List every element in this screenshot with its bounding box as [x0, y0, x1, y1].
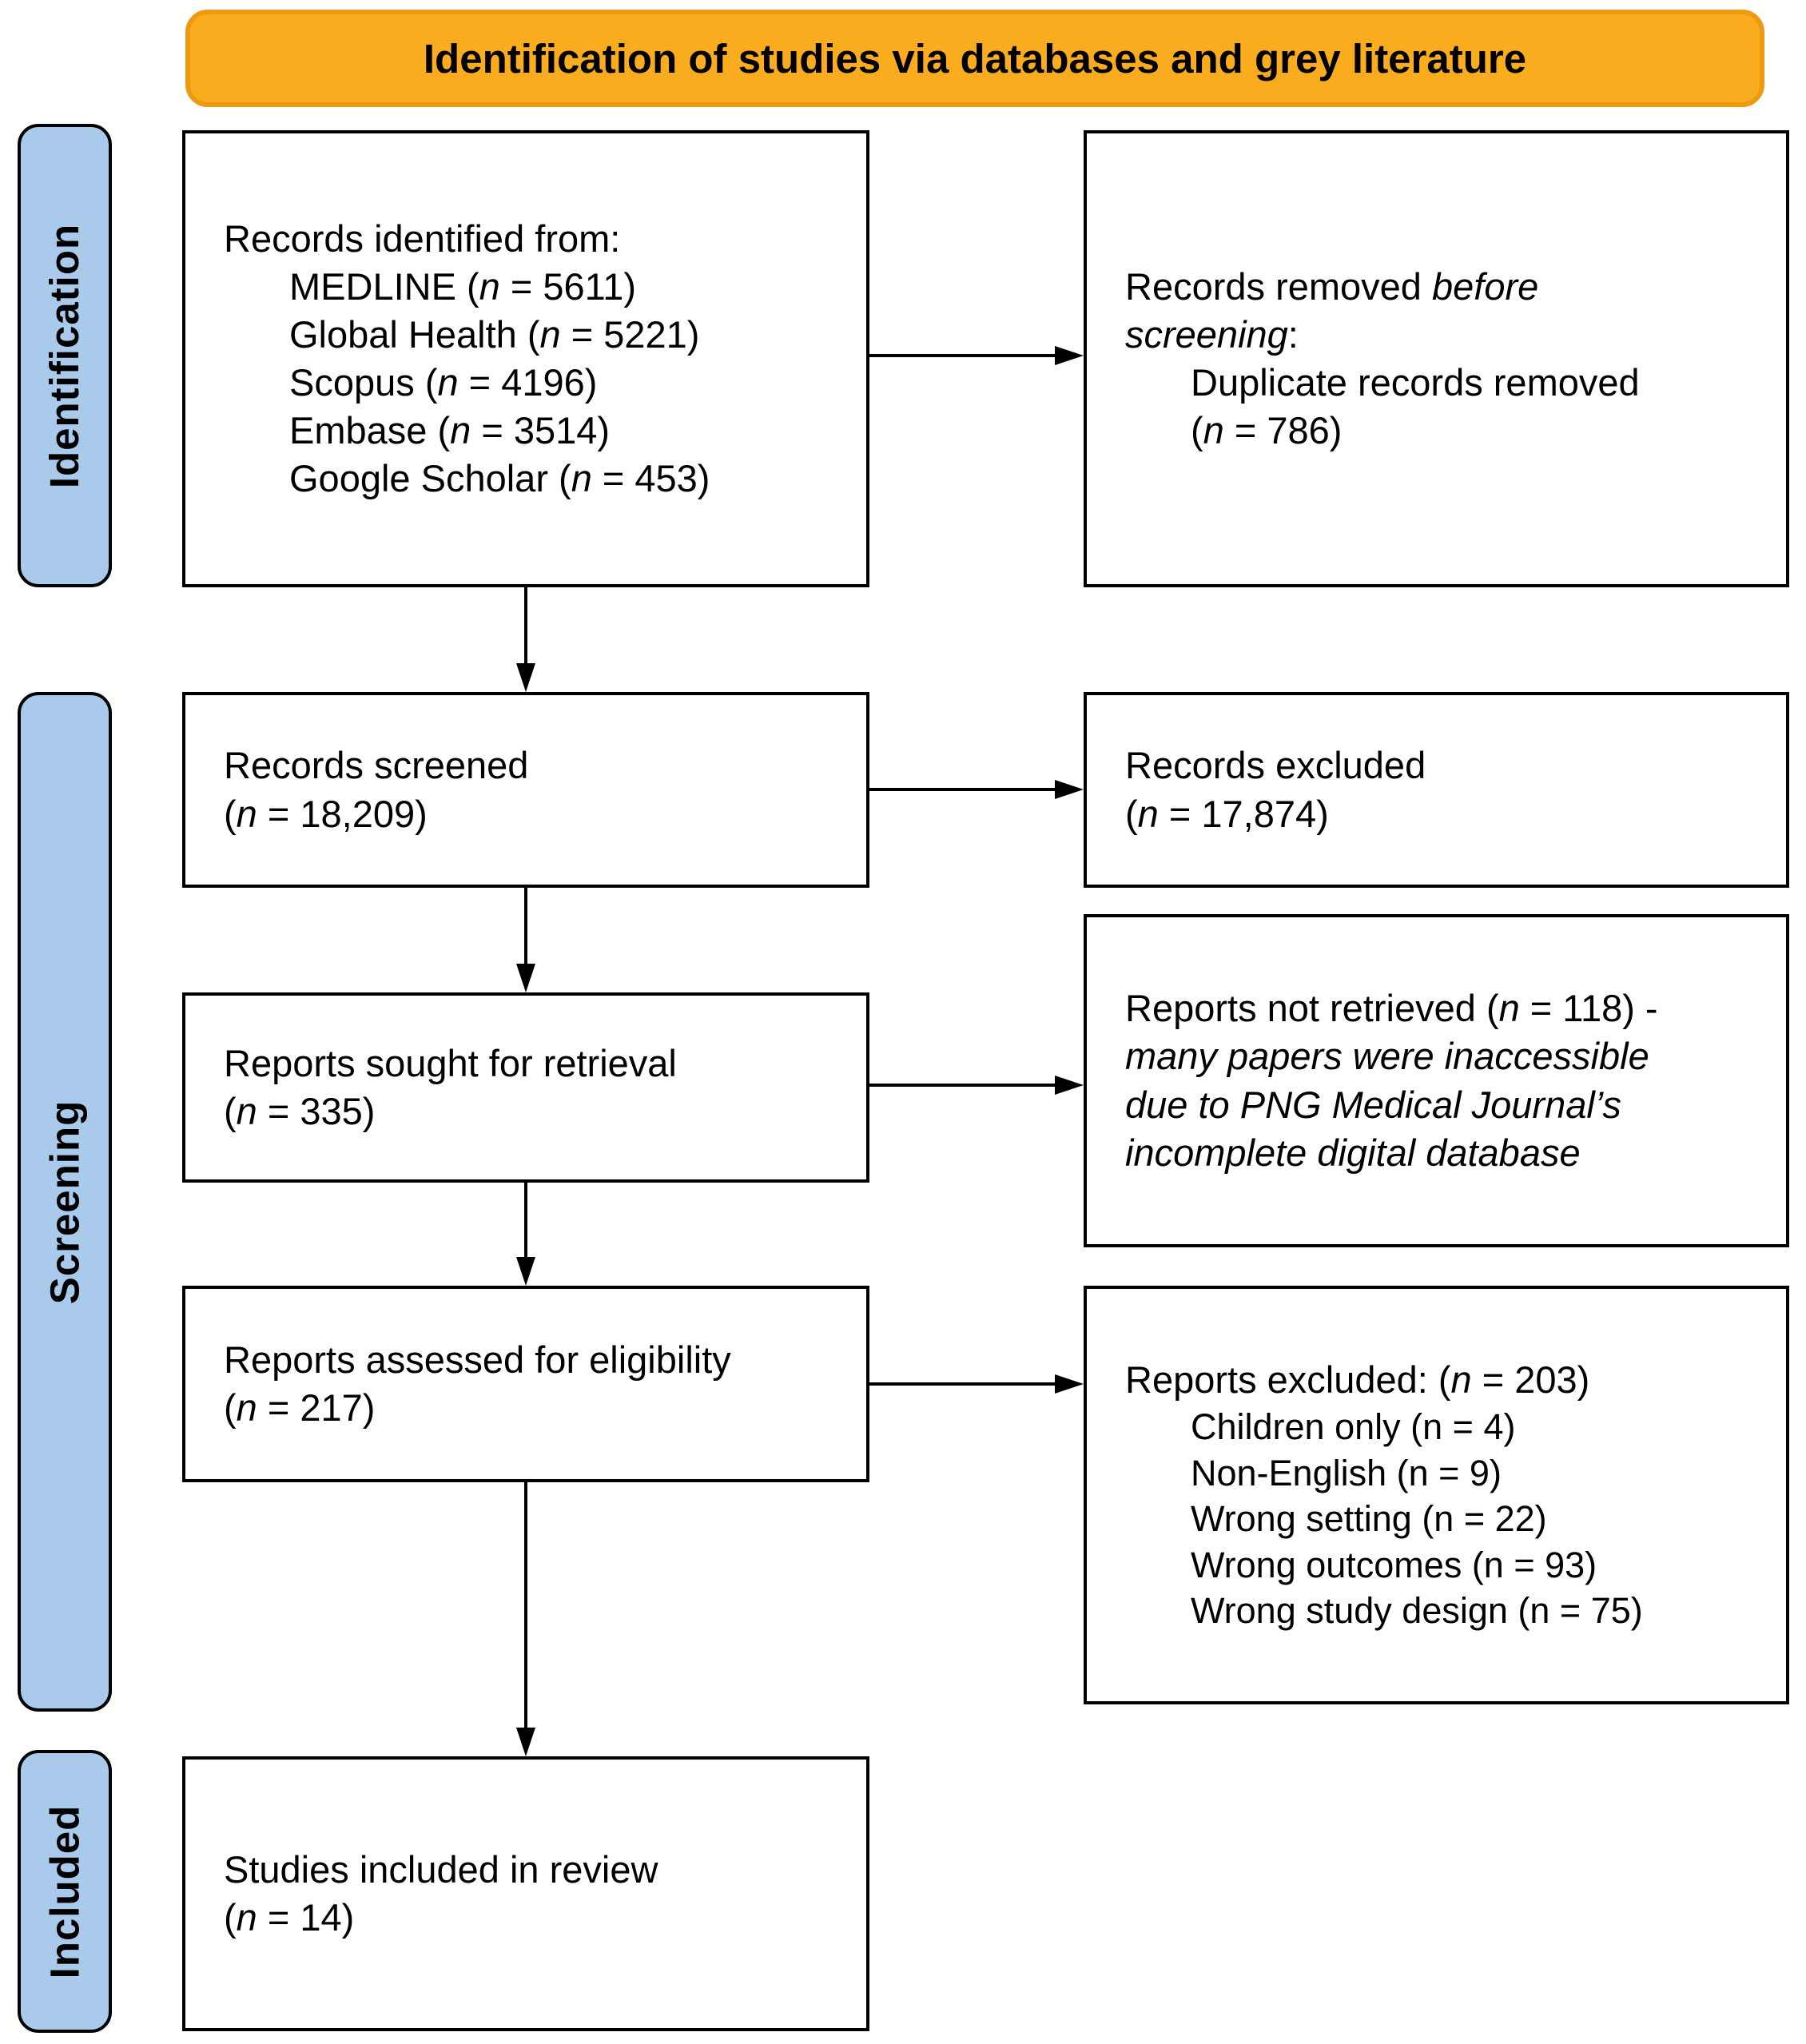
stage-label-included-text: Included	[42, 1804, 88, 1978]
exclusion-reason-wrong-study-design: Wrong study design (n = 75)	[1191, 1590, 1643, 1632]
records-identified-title: Records identified from:	[224, 217, 621, 260]
reports-assessed-content	[185, 1336, 866, 1432]
text-segment: (	[224, 792, 237, 835]
records-screened-label: Records screened	[224, 744, 529, 787]
exclusion-reason-wrong-setting: Wrong setting (n = 22)	[1191, 1498, 1547, 1540]
text-segment: Reports excluded: (	[1125, 1358, 1451, 1401]
reports-not-retrieved-text	[1125, 984, 1668, 1177]
n-symbol: n	[236, 1386, 257, 1429]
text-segment: Reports not retrieved (	[1125, 987, 1499, 1030]
source-medline	[289, 263, 837, 311]
text-segment: = 18,209)	[257, 792, 428, 835]
box-reports-assessed	[182, 1286, 869, 1482]
text-segment: = 4196)	[458, 361, 598, 404]
text-segment: = 3514)	[471, 409, 611, 452]
text-segment: = 118) -	[1519, 987, 1658, 1030]
text-segment: = 17,874)	[1158, 792, 1329, 835]
text-segment: = 786)	[1223, 409, 1343, 452]
reports-assessed-count	[224, 1384, 837, 1432]
text-segment: (	[224, 1090, 237, 1132]
text-segment: Embase (	[289, 409, 451, 452]
box-reports-excluded	[1084, 1286, 1789, 1704]
source-global-health	[289, 311, 837, 359]
records-screened-count	[224, 790, 837, 838]
text-segment: = 335)	[257, 1090, 376, 1132]
n-symbol: n	[236, 1896, 257, 1939]
n-symbol: n	[479, 264, 500, 308]
text-segment: = 14)	[257, 1896, 355, 1939]
studies-included-label: Studies included in review	[224, 1847, 658, 1891]
text-segment-italic: many papers were inaccessible due to PNG Medical Journal’s incomplete digital database	[1125, 1035, 1649, 1174]
reports-sought-count	[224, 1088, 837, 1135]
text-segment: (	[1125, 792, 1138, 835]
source-embase	[289, 407, 837, 455]
n-symbol: n	[571, 457, 592, 500]
text-segment: Records removed	[1125, 264, 1432, 308]
reports-excluded-title	[1125, 1356, 1757, 1404]
studies-included-content	[185, 1846, 866, 1942]
exclusion-reason-wrong-outcomes: Wrong outcomes (n = 93)	[1191, 1544, 1597, 1585]
n-symbol: n	[539, 312, 561, 356]
stage-label-screening-text: Screening	[42, 1100, 88, 1304]
text-segment: = 217)	[257, 1386, 376, 1429]
n-symbol: n	[236, 1090, 257, 1132]
box-studies-included	[182, 1756, 869, 2031]
records-excluded-content	[1087, 742, 1786, 837]
studies-included-count	[224, 1894, 837, 1942]
records-screened-content	[185, 742, 866, 837]
box-reports-sought	[182, 992, 869, 1183]
n-symbol: n	[1498, 987, 1520, 1030]
n-symbol: n	[1137, 792, 1159, 835]
stage-label-identification-text: Identification	[42, 223, 88, 488]
box-records-identified	[182, 130, 869, 587]
text-segment: = 453)	[591, 457, 710, 500]
diagram-title: Identification of studies via databases and grey literature	[423, 35, 1527, 82]
duplicates-removed-count	[1191, 407, 1757, 455]
text-segment: (	[1191, 409, 1203, 452]
records-removed-content	[1087, 263, 1786, 455]
records-excluded-label: Records excluded	[1125, 744, 1426, 787]
n-symbol: n	[1450, 1358, 1472, 1401]
records-identified-content	[185, 215, 866, 503]
reports-not-retrieved-content	[1087, 984, 1786, 1177]
text-segment: (	[224, 1386, 237, 1429]
records-excluded-count	[1125, 790, 1757, 838]
stage-label-identification	[18, 124, 112, 587]
box-reports-not-retrieved	[1084, 914, 1789, 1247]
text-segment: Google Scholar (	[289, 457, 571, 500]
text-segment: Scopus (	[289, 361, 438, 404]
source-scopus	[289, 359, 837, 407]
box-records-removed	[1084, 130, 1789, 587]
reports-sought-content	[185, 1040, 866, 1135]
reports-assessed-label: Reports assessed for eligibility	[224, 1338, 731, 1381]
records-removed-title	[1125, 263, 1657, 359]
n-symbol: n	[450, 409, 471, 452]
n-symbol: n	[437, 361, 459, 404]
reports-sought-label: Reports sought for retrieval	[224, 1041, 677, 1084]
stage-label-included	[18, 1750, 112, 2033]
text-segment: = 5221)	[560, 312, 700, 356]
box-records-screened	[182, 692, 869, 888]
text-segment-italic: before screening	[1125, 264, 1539, 356]
text-segment: Global Health (	[289, 312, 540, 356]
n-symbol: n	[1203, 409, 1224, 452]
text-segment: MEDLINE (	[289, 264, 479, 308]
duplicates-removed-line: Duplicate records removed	[1191, 361, 1640, 404]
text-segment: = 5611)	[499, 264, 637, 308]
reports-excluded-content	[1087, 1356, 1786, 1634]
box-records-excluded	[1084, 692, 1789, 888]
source-google-scholar	[289, 455, 837, 503]
stage-label-screening	[18, 692, 112, 1712]
diagram-title-banner	[185, 10, 1764, 107]
text-segment: (	[224, 1896, 237, 1939]
exclusion-reason-children-only: Children only (n = 4)	[1191, 1406, 1516, 1448]
text-segment: :	[1287, 312, 1299, 356]
text-segment: = 203)	[1471, 1358, 1590, 1401]
n-symbol: n	[236, 792, 257, 835]
exclusion-reason-non-english: Non-English (n = 9)	[1191, 1452, 1502, 1493]
